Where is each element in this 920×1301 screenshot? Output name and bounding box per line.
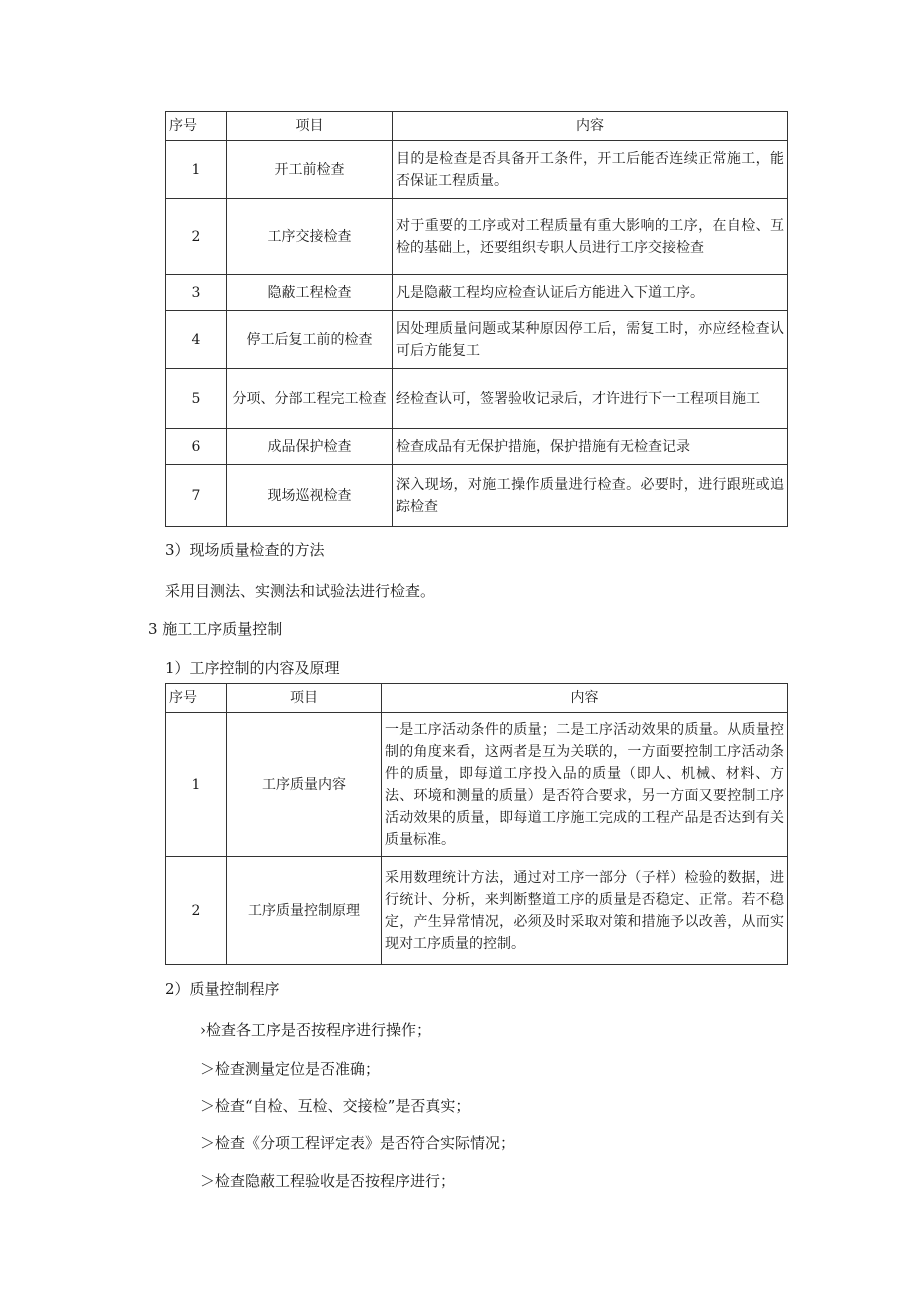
table-row	[166, 141, 788, 199]
procedure-item: ＞检查《分项工程评定表》是否符合实际情况；	[200, 1134, 516, 1152]
process-control-table	[165, 683, 788, 965]
row-content: 深入现场，对施工操作质量进行检查。必要时，进行跟班或追踪检查	[393, 465, 788, 527]
table-row	[166, 713, 788, 857]
row-content: 凡是隐蔽工程均应检查认证后方能进入下道工序。	[393, 275, 788, 311]
procedure-title: 2）质量控制程序	[165, 980, 280, 998]
row-no: 3	[166, 275, 227, 311]
inspection-table	[165, 111, 788, 527]
row-item: 停工后复工前的检查	[227, 311, 393, 369]
row-content: 采用数理统计方法，通过对工序一部分（子样）检验的数据，进行统计、分析，来判断整道工序的质量是否稳定、正常。若不稳定，产生异常情况，必须及时采取对策和措施予以改善，从而实现对工序质量的控制。	[382, 857, 788, 965]
row-no: 6	[166, 429, 227, 465]
header-item: 项目	[227, 112, 393, 141]
row-no: 2	[166, 199, 227, 275]
row-content: 目的是检查是否具备开工条件，开工后能否连续正常施工，能否保证工程质量。	[393, 141, 788, 199]
row-item: 工序交接检查	[227, 199, 393, 275]
table-row	[166, 465, 788, 527]
table-row	[166, 429, 788, 465]
row-content: 一是工序活动条件的质量；二是工序活动效果的质量。从质量控制的角度来看，这两者是互为关联的，一方面要控制工序活动条件的质量，即每道工序投入品的质量（即人、机械、材料、方法、环境和测量的质量）是否符合要求，另一方面又要控制工序活动效果的质量，即每道工序施工完成的工程产品是否达到有关质量标准。	[382, 713, 788, 857]
row-no: 1	[166, 141, 227, 199]
header-item: 项目	[227, 684, 382, 713]
row-item: 成品保护检查	[227, 429, 393, 465]
row-item: 工序质量控制原理	[227, 857, 382, 965]
row-content: 对于重要的工序或对工程质量有重大影响的工序，在自检、互检的基础上，还要组织专职人员进行工序交接检查	[393, 199, 788, 275]
procedure-item: ＞检查隐蔽工程验收是否按程序进行；	[200, 1172, 456, 1190]
table-header-row	[166, 112, 788, 141]
row-item: 现场巡视检查	[227, 465, 393, 527]
row-item: 开工前检查	[227, 141, 393, 199]
row-content: 检查成品有无保护措施，保护措施有无检查记录	[393, 429, 788, 465]
table-row	[166, 369, 788, 429]
row-item: 工序质量内容	[227, 713, 382, 857]
table-row	[166, 199, 788, 275]
row-no: 1	[166, 713, 227, 857]
row-item: 隐蔽工程检查	[227, 275, 393, 311]
table-row	[166, 857, 788, 965]
header-content: 内容	[382, 684, 788, 713]
procedure-item: ›检查各工序是否按程序进行操作；	[200, 1021, 432, 1039]
row-no: 5	[166, 369, 227, 429]
row-no: 4	[166, 311, 227, 369]
process-control-subheading: 1）工序控制的内容及原理	[165, 659, 340, 677]
header-content: 内容	[393, 112, 788, 141]
row-content: 经检查认可，签署验收记录后，才许进行下一工程项目施工	[393, 369, 788, 429]
table-row	[166, 275, 788, 311]
row-no: 7	[166, 465, 227, 527]
inspection-method-title: 3）现场质量检查的方法	[165, 541, 325, 559]
table-header-row	[166, 684, 788, 713]
row-item: 分项、分部工程完工检查	[227, 369, 393, 429]
table-row	[166, 311, 788, 369]
header-no: 序号	[166, 684, 227, 713]
procedure-item: ＞检查测量定位是否准确；	[200, 1060, 381, 1078]
header-no: 序号	[166, 112, 227, 141]
section-3-heading: 3 施工工序质量控制	[148, 620, 283, 638]
procedure-item: ＞检查“自检、互检、交接检”是否真实；	[200, 1097, 471, 1115]
row-content: 因处理质量问题或某种原因停工后，需复工时，亦应经检查认可后方能复工	[393, 311, 788, 369]
inspection-method-body: 采用目测法、实测法和试验法进行检查。	[165, 582, 436, 600]
row-no: 2	[166, 857, 227, 965]
